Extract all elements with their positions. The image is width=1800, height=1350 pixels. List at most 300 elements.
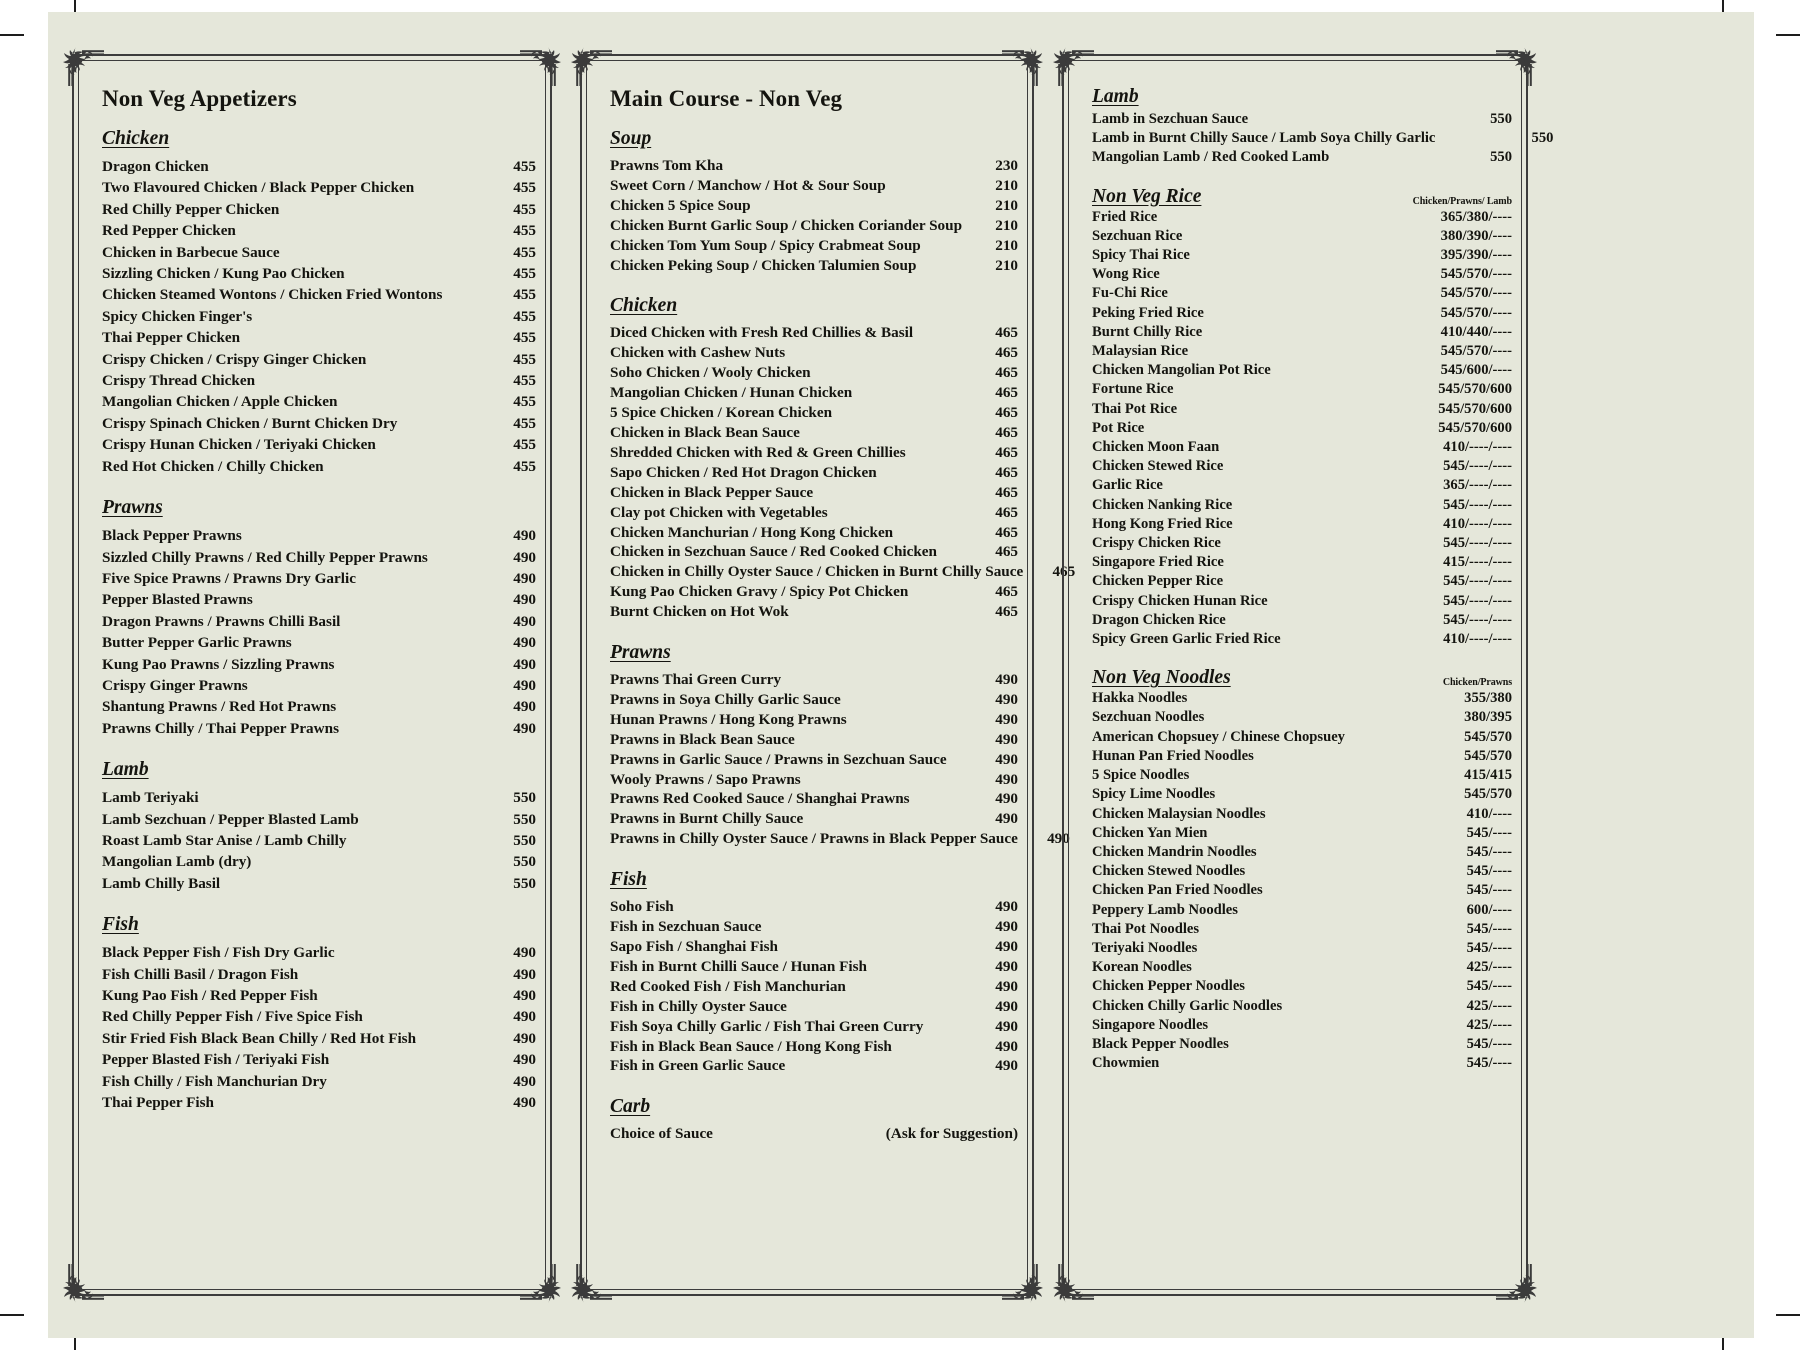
menu-item-price: 455	[513, 243, 536, 261]
menu-item-row	[610, 690, 1018, 710]
menu-item-price: 550	[513, 853, 536, 871]
menu-panel-3	[1056, 34, 1554, 1316]
menu-item-row	[1092, 592, 1512, 611]
menu-item-price: 455	[513, 286, 536, 304]
menu-item-price: 490	[995, 790, 1018, 808]
menu-item-row	[1092, 438, 1512, 457]
menu-item-name: Diced Chicken with Fresh Red Chillies & Basil	[610, 324, 914, 342]
menu-item-name: Chicken Manchurian / Hong Kong Chicken	[610, 523, 894, 541]
menu-item-row	[1092, 901, 1512, 920]
menu-item-price: 490	[513, 612, 536, 630]
menu-item-name: Thai Pot Rice	[1092, 400, 1178, 417]
menu-item-row	[610, 383, 1018, 403]
menu-item-row	[610, 1037, 1018, 1057]
menu-section	[102, 914, 536, 1113]
menu-item-row	[102, 349, 536, 370]
menu-item-row	[1092, 805, 1512, 824]
menu-item-price: 210	[995, 216, 1018, 234]
menu-item-name: Two Flavoured Chicken / Black Pepper Chicken	[102, 179, 415, 197]
menu-item-name: Chicken Moon Faan	[1092, 439, 1220, 456]
menu-item-price: 425/----	[1466, 997, 1512, 1014]
menu-item-name: Dragon Prawns / Prawns Chilli Basil	[102, 612, 341, 630]
menu-item-row	[610, 423, 1018, 443]
menu-item-row	[1092, 284, 1512, 303]
menu-item-name: Fish in Green Garlic Sauce	[610, 1057, 786, 1075]
menu-item-row	[1092, 342, 1512, 361]
menu-item-row	[1092, 1016, 1512, 1035]
menu-item-row	[610, 483, 1018, 503]
panel-content	[1092, 86, 1554, 1282]
menu-panel-2	[574, 34, 1076, 1316]
menu-item-price: 550	[1531, 130, 1554, 147]
menu-item-name: Burnt Chilly Rice	[1092, 323, 1203, 340]
menu-item-price: 465	[995, 603, 1018, 621]
menu-item-price: 490	[995, 1017, 1018, 1035]
menu-item-row	[1092, 265, 1512, 284]
section-heading: Lamb	[102, 759, 149, 781]
menu-item-row	[610, 562, 1076, 582]
menu-item-price: 415/415	[1464, 767, 1512, 784]
menu-item-name: Fish in Burnt Chilli Sauce / Hunan Fish	[610, 957, 868, 975]
menu-item-price: 465	[995, 463, 1018, 481]
menu-item-row	[1092, 728, 1512, 747]
menu-item-name: Butter Pepper Garlic Prawns	[102, 634, 292, 652]
menu-item-name: Five Spice Prawns / Prawns Dry Garlic	[102, 569, 356, 587]
menu-section	[610, 869, 1018, 1076]
menu-item-price: 490	[513, 1051, 536, 1069]
menu-item-row	[102, 370, 536, 391]
menu-item-price: 455	[513, 329, 536, 347]
menu-item-row	[102, 242, 536, 263]
menu-item-name: Prawns Red Cooked Sauce / Shanghai Prawns	[610, 790, 910, 808]
menu-item-name: Fish Chilly / Fish Manchurian Dry	[102, 1072, 327, 1090]
menu-item-row	[1092, 920, 1512, 939]
crop-mark-bottom-right-horizontal	[1776, 1314, 1800, 1316]
menu-item-row	[102, 568, 536, 589]
menu-item-name: Fish in Black Bean Sauce / Hong Kong Fish	[610, 1037, 892, 1055]
menu-item-name: Fish in Chilly Oyster Sauce	[610, 997, 787, 1015]
menu-section	[610, 642, 1070, 849]
menu-item-price: 490	[995, 710, 1018, 728]
menu-item-price: 410/440/----	[1440, 323, 1512, 340]
menu-item-price: 490	[995, 957, 1018, 975]
menu-item-name: Kung Pao Chicken Gravy / Spicy Pot Chicken	[610, 583, 909, 601]
menu-item-row	[102, 547, 536, 568]
menu-item-row	[102, 1092, 536, 1113]
menu-item-price: 455	[513, 393, 536, 411]
menu-item-row	[102, 985, 536, 1006]
menu-section	[610, 1096, 1018, 1144]
menu-item-row	[610, 156, 1018, 176]
menu-item-price: 490	[513, 655, 536, 673]
menu-item-row	[102, 1049, 536, 1070]
menu-item-row	[1092, 496, 1512, 515]
menu-item-row	[102, 718, 536, 739]
menu-item-price: 425/----	[1466, 959, 1512, 976]
menu-item-row	[102, 327, 536, 348]
menu-item-price: 545/570/600	[1438, 419, 1512, 436]
menu-item-name: Korean Noodles	[1092, 959, 1192, 976]
menu-item-price: 490	[513, 634, 536, 652]
menu-item-row	[610, 363, 1018, 383]
menu-item-row	[610, 343, 1018, 363]
menu-item-name: Prawns in Chilly Oyster Sauce / Prawns in Black Pepper Sauce	[610, 830, 1018, 848]
menu-item-name: Pepper Blasted Fish / Teriyaki Fish	[102, 1051, 330, 1069]
menu-item-row	[1092, 689, 1512, 708]
menu-item-row	[610, 503, 1018, 523]
menu-item-name: Fried Rice	[1092, 208, 1158, 225]
section-heading: Prawns	[610, 642, 671, 664]
menu-item-price: 455	[513, 414, 536, 432]
menu-item-name: Crispy Spinach Chicken / Burnt Chicken Dry	[102, 414, 398, 432]
menu-item-name: Dragon Chicken Rice	[1092, 611, 1226, 628]
menu-item-price: 545/570/600	[1438, 400, 1512, 417]
menu-item-name: Thai Pepper Chicken	[102, 329, 241, 347]
menu-item-row	[102, 964, 536, 985]
menu-section	[102, 128, 536, 477]
menu-item-price: 455	[513, 457, 536, 475]
menu-item-row	[610, 542, 1018, 562]
menu-item-name: Chicken Tom Yum Soup / Spicy Crabmeat Soup	[610, 236, 921, 254]
menu-item-name: 5 Spice Chicken / Korean Chicken	[610, 404, 833, 422]
menu-item-price: 465	[995, 583, 1018, 601]
menu-item-row	[610, 937, 1018, 957]
section-heading: Non Veg Noodles	[1092, 667, 1231, 689]
crop-mark-bottom-left-horizontal	[0, 1314, 24, 1316]
menu-item-price: 490	[513, 569, 536, 587]
menu-item-name: Crispy Thread Chicken	[102, 372, 256, 390]
price-column-header: Chicken/Prawns	[1442, 677, 1512, 689]
menu-item-price: 490	[995, 1037, 1018, 1055]
menu-item-price: 490	[513, 591, 536, 609]
menu-item-row	[102, 263, 536, 284]
menu-item-price: 490	[1047, 830, 1070, 848]
menu-item-row	[610, 443, 1018, 463]
menu-item-row	[102, 156, 536, 177]
menu-item-row	[610, 403, 1018, 423]
menu-item-row	[1092, 881, 1512, 900]
menu-item-row	[1092, 323, 1512, 342]
menu-item-name: Black Pepper Prawns	[102, 527, 242, 545]
menu-item-name: Hunan Pan Fried Noodles	[1092, 747, 1254, 764]
menu-item-row	[610, 176, 1018, 196]
menu-item-price: 545/----	[1466, 1035, 1512, 1052]
menu-item-price: 545/----	[1466, 863, 1512, 880]
menu-item-name: Prawns Tom Kha	[610, 157, 724, 174]
menu-item-row	[1092, 457, 1512, 476]
menu-item-name: Pepper Blasted Prawns	[102, 591, 253, 609]
menu-item-name: Chicken Nanking Rice	[1092, 496, 1233, 513]
menu-item-name: Sizzled Chilly Prawns / Red Chilly Pepper Prawns	[102, 548, 428, 566]
menu-item-price: 465	[1052, 563, 1076, 581]
menu-item-name: Chicken in Black Bean Sauce	[610, 423, 800, 441]
menu-item-name: Hunan Prawns / Hong Kong Prawns	[610, 710, 847, 728]
menu-item-price: 465	[995, 483, 1018, 501]
menu-item-row	[102, 1071, 536, 1092]
menu-item-row	[1092, 708, 1512, 727]
menu-item-price: 210	[995, 256, 1018, 274]
section-heading: Fish	[102, 914, 139, 936]
menu-item-row	[1092, 747, 1512, 766]
crop-mark-top-left-horizontal	[0, 34, 24, 36]
menu-item-price: 490	[513, 719, 536, 737]
menu-panel-1	[66, 34, 558, 1316]
menu-item-row	[1092, 977, 1512, 996]
menu-item-name: Chicken Malaysian Noodles	[1092, 805, 1266, 822]
menu-item-price: 600/----	[1466, 901, 1512, 918]
menu-item-name: Chicken Mangolian Pot Rice	[1092, 362, 1271, 379]
menu-item-name: Fortune Rice	[1092, 381, 1174, 398]
menu-item-price: 455	[513, 307, 536, 325]
menu-item-row	[1092, 766, 1512, 785]
corner-flourish-icon	[1496, 48, 1534, 86]
menu-item-row	[610, 789, 1018, 809]
menu-item-row	[610, 770, 1018, 790]
menu-item-name: Chicken Stewed Rice	[1092, 458, 1224, 475]
menu-item-name: Chicken in Barbecue Sauce	[102, 243, 280, 261]
menu-item-name: Chicken Mandrin Noodles	[1092, 843, 1257, 860]
menu-item-price: 465	[995, 404, 1018, 422]
menu-item-name: Garlic Rice	[1092, 477, 1163, 494]
menu-item-name: Spicy Thai Rice	[1092, 247, 1190, 264]
menu-item-row	[610, 1124, 1018, 1144]
menu-item-price: 490	[513, 698, 536, 716]
menu-item-price: (Ask for Suggestion)	[885, 1125, 1018, 1143]
menu-item-name: Crispy Chicken Rice	[1092, 535, 1221, 552]
menu-item-price: 490	[995, 977, 1018, 995]
menu-item-name: Chicken Burnt Garlic Soup / Chicken Coriander Soup	[610, 216, 963, 234]
menu-item-price: 210	[995, 196, 1018, 214]
section-heading: Non Veg Rice	[1092, 185, 1202, 207]
menu-item-price: 455	[513, 265, 536, 283]
menu-item-row	[102, 654, 536, 675]
menu-item-price: 490	[513, 1029, 536, 1047]
menu-item-row	[102, 809, 536, 830]
menu-item-name: Thai Pot Noodles	[1092, 920, 1200, 937]
menu-item-name: Chicken Chilly Garlic Noodles	[1092, 997, 1283, 1014]
menu-item-row	[1092, 1035, 1512, 1054]
menu-item-name: Chicken with Cashew Nuts	[610, 344, 786, 362]
menu-item-name: Kung Pao Fish / Red Pepper Fish	[102, 987, 318, 1004]
menu-item-price: 465	[995, 523, 1018, 541]
corner-flourish-icon	[1056, 48, 1094, 86]
menu-item-price: 365/----/----	[1443, 477, 1512, 494]
menu-item-price: 465	[995, 324, 1018, 342]
menu-item-row	[1092, 843, 1512, 862]
menu-item-name: Chowmien	[1092, 1055, 1160, 1072]
menu-item-row	[102, 220, 536, 241]
menu-item-name: Chicken Stewed Noodles	[1092, 863, 1246, 880]
menu-item-price: 545/600/----	[1440, 362, 1512, 379]
menu-item-price: 210	[995, 176, 1018, 194]
menu-item-row	[102, 830, 536, 851]
panel-content	[102, 86, 536, 1282]
menu-item-price: 210	[995, 236, 1018, 254]
menu-item-price: 545/570	[1464, 747, 1512, 764]
menu-item-row	[102, 456, 536, 477]
menu-item-row	[102, 1028, 536, 1049]
menu-item-name: Lamb Chilly Basil	[102, 874, 221, 892]
menu-item-row	[610, 829, 1070, 849]
corner-flourish-icon	[66, 1264, 104, 1302]
menu-item-name: Sizzling Chicken / Kung Pao Chicken	[102, 265, 345, 283]
menu-item-price: 545/----	[1466, 1055, 1512, 1072]
menu-item-name: Red Chilly Pepper Fish / Five Spice Fish	[102, 1008, 363, 1026]
menu-item-row	[610, 602, 1018, 622]
menu-item-name: Roast Lamb Star Anise / Lamb Chilly	[102, 831, 347, 849]
menu-item-name: Lamb in Burnt Chilly Sauce / Lamb Soya Chilly Garlic	[1092, 130, 1436, 147]
menu-item-row	[102, 589, 536, 610]
menu-item-name: Prawns Thai Green Curry	[610, 671, 782, 689]
menu-item-price: 465	[995, 344, 1018, 362]
menu-item-price: 455	[513, 436, 536, 454]
menu-item-row	[1092, 419, 1512, 438]
menu-item-row	[102, 284, 536, 305]
menu-item-price: 545/570/----	[1440, 304, 1512, 321]
menu-item-name: Red Hot Chicken / Chilly Chicken	[102, 457, 324, 475]
menu-item-name: Mangolian Chicken / Apple Chicken	[102, 393, 338, 411]
menu-item-name: Chicken Steamed Wontons / Chicken Fried Wontons	[102, 286, 443, 304]
menu-item-price: 465	[995, 423, 1018, 441]
menu-item-price: 455	[513, 158, 536, 175]
menu-item-name: Chicken in Sezchuan Sauce / Red Cooked Chicken	[610, 543, 937, 561]
menu-item-row	[102, 632, 536, 653]
menu-item-price: 465	[995, 543, 1018, 561]
menu-item-price: 545/570/----	[1440, 343, 1512, 360]
menu-item-row	[102, 525, 536, 546]
menu-item-name: Singapore Fried Rice	[1092, 554, 1224, 571]
menu-item-name: Singapore Noodles	[1092, 1016, 1209, 1033]
menu-item-name: Soho Fish	[610, 898, 674, 916]
menu-item-row	[102, 177, 536, 198]
menu-item-name: Shredded Chicken with Red & Green Chillies	[610, 443, 906, 461]
menu-item-name: Chicken in Black Pepper Sauce	[610, 483, 814, 501]
menu-page	[48, 12, 1754, 1338]
menu-item-row	[610, 977, 1018, 997]
menu-item-price: 545/----/----	[1443, 573, 1512, 590]
menu-item-row	[102, 199, 536, 220]
menu-item-price: 545/----/----	[1443, 458, 1512, 475]
menu-section	[610, 295, 1076, 622]
menu-item-name: Prawns in Black Bean Sauce	[610, 730, 795, 748]
menu-item-name: Teriyaki Noodles	[1092, 939, 1198, 956]
menu-item-row	[1092, 361, 1512, 380]
corner-flourish-icon	[66, 48, 104, 86]
crop-mark-top-right-horizontal	[1776, 34, 1800, 36]
menu-item-name: Spicy Chicken Finger's	[102, 307, 253, 325]
menu-item-row	[1092, 785, 1512, 804]
menu-item-price: 380/395	[1464, 709, 1512, 726]
menu-item-price: 455	[513, 200, 536, 218]
menu-item-price: 545/----	[1466, 824, 1512, 841]
menu-item-price: 490	[513, 1072, 536, 1090]
menu-item-name: Mangolian Lamb / Red Cooked Lamb	[1092, 149, 1330, 166]
menu-item-price: 490	[995, 810, 1018, 828]
menu-item-name: Peking Fried Rice	[1092, 304, 1204, 321]
menu-item-price: 490	[995, 770, 1018, 788]
menu-item-price: 365/380/----	[1440, 208, 1512, 225]
menu-item-name: Chicken in Chilly Oyster Sauce / Chicken in Burnt Chilly Sauce	[610, 563, 1024, 581]
price-column-header: Chicken/Prawns/ Lamb	[1412, 195, 1512, 207]
menu-section	[1092, 86, 1554, 168]
menu-item-price: 490	[513, 1008, 536, 1026]
panel-content	[610, 86, 1076, 1282]
menu-item-name: Red Pepper Chicken	[102, 222, 236, 240]
menu-item-row	[610, 750, 1018, 770]
menu-item-price: 230	[995, 157, 1018, 174]
menu-item-price: 380/390/----	[1440, 227, 1512, 244]
corner-flourish-icon	[1002, 48, 1040, 86]
menu-item-row	[610, 323, 1018, 343]
menu-item-row	[1092, 862, 1512, 881]
menu-item-row	[1092, 534, 1512, 553]
menu-item-price: 465	[995, 503, 1018, 521]
menu-item-price: 490	[513, 676, 536, 694]
menu-section	[1092, 667, 1512, 1073]
section-heading: Fish	[610, 869, 647, 891]
menu-item-row	[102, 391, 536, 412]
menu-item-row	[1092, 227, 1512, 246]
menu-item-row	[1092, 630, 1512, 649]
menu-item-row	[610, 897, 1018, 917]
menu-item-row	[610, 1017, 1018, 1037]
panel-title: Non Veg Appetizers	[102, 86, 297, 111]
menu-item-row	[610, 216, 1018, 236]
menu-item-price: 490	[513, 987, 536, 1004]
menu-item-name: Sezchuan Rice	[1092, 227, 1183, 244]
menu-item-row	[610, 917, 1018, 937]
menu-item-name: Black Pepper Fish / Fish Dry Garlic	[102, 944, 335, 962]
section-heading: Chicken	[102, 128, 170, 149]
menu-item-price: 455	[513, 372, 536, 390]
menu-item-row	[610, 670, 1018, 690]
menu-item-row	[610, 582, 1018, 602]
menu-item-name: Chicken 5 Spice Soup	[610, 196, 751, 214]
menu-item-name: Dragon Chicken	[102, 158, 209, 175]
menu-section	[1092, 186, 1512, 650]
menu-item-name: 5 Spice Noodles	[1092, 767, 1190, 784]
menu-item-name: Crispy Chicken Hunan Rice	[1092, 592, 1268, 609]
menu-item-row	[102, 787, 536, 808]
menu-item-name: Choice of Sauce	[610, 1125, 713, 1143]
menu-item-row	[1092, 246, 1512, 265]
menu-section	[102, 759, 536, 894]
menu-item-price: 490	[995, 671, 1018, 689]
menu-item-price: 355/380	[1464, 690, 1512, 707]
menu-item-row	[102, 434, 536, 455]
menu-columns	[66, 34, 1736, 1316]
menu-item-price: 545/570	[1464, 728, 1512, 745]
menu-item-price: 545/----	[1466, 920, 1512, 937]
menu-item-name: Mangolian Chicken / Hunan Chicken	[610, 384, 853, 402]
menu-item-name: Prawns in Soya Chilly Garlic Sauce	[610, 690, 841, 708]
menu-item-price: 410/----	[1466, 805, 1512, 822]
menu-item-price: 425/----	[1466, 1016, 1512, 1033]
menu-item-row	[1092, 1054, 1512, 1073]
menu-item-name: Lamb Teriyaki	[102, 789, 199, 807]
menu-item-price: 490	[995, 750, 1018, 768]
menu-item-name: Sapo Chicken / Red Hot Dragon Chicken	[610, 463, 877, 481]
menu-item-price: 545/570/600	[1438, 381, 1512, 398]
menu-item-name: Wooly Prawns / Sapo Prawns	[610, 770, 801, 788]
menu-item-row	[1092, 304, 1512, 323]
menu-item-name: Black Pepper Noodles	[1092, 1035, 1229, 1052]
menu-item-name: Sapo Fish / Shanghai Fish	[610, 938, 778, 955]
menu-item-row	[102, 942, 536, 963]
menu-item-name: Chicken Pepper Rice	[1092, 573, 1224, 590]
menu-item-price: 410/----/----	[1443, 631, 1512, 648]
menu-section	[102, 497, 536, 739]
